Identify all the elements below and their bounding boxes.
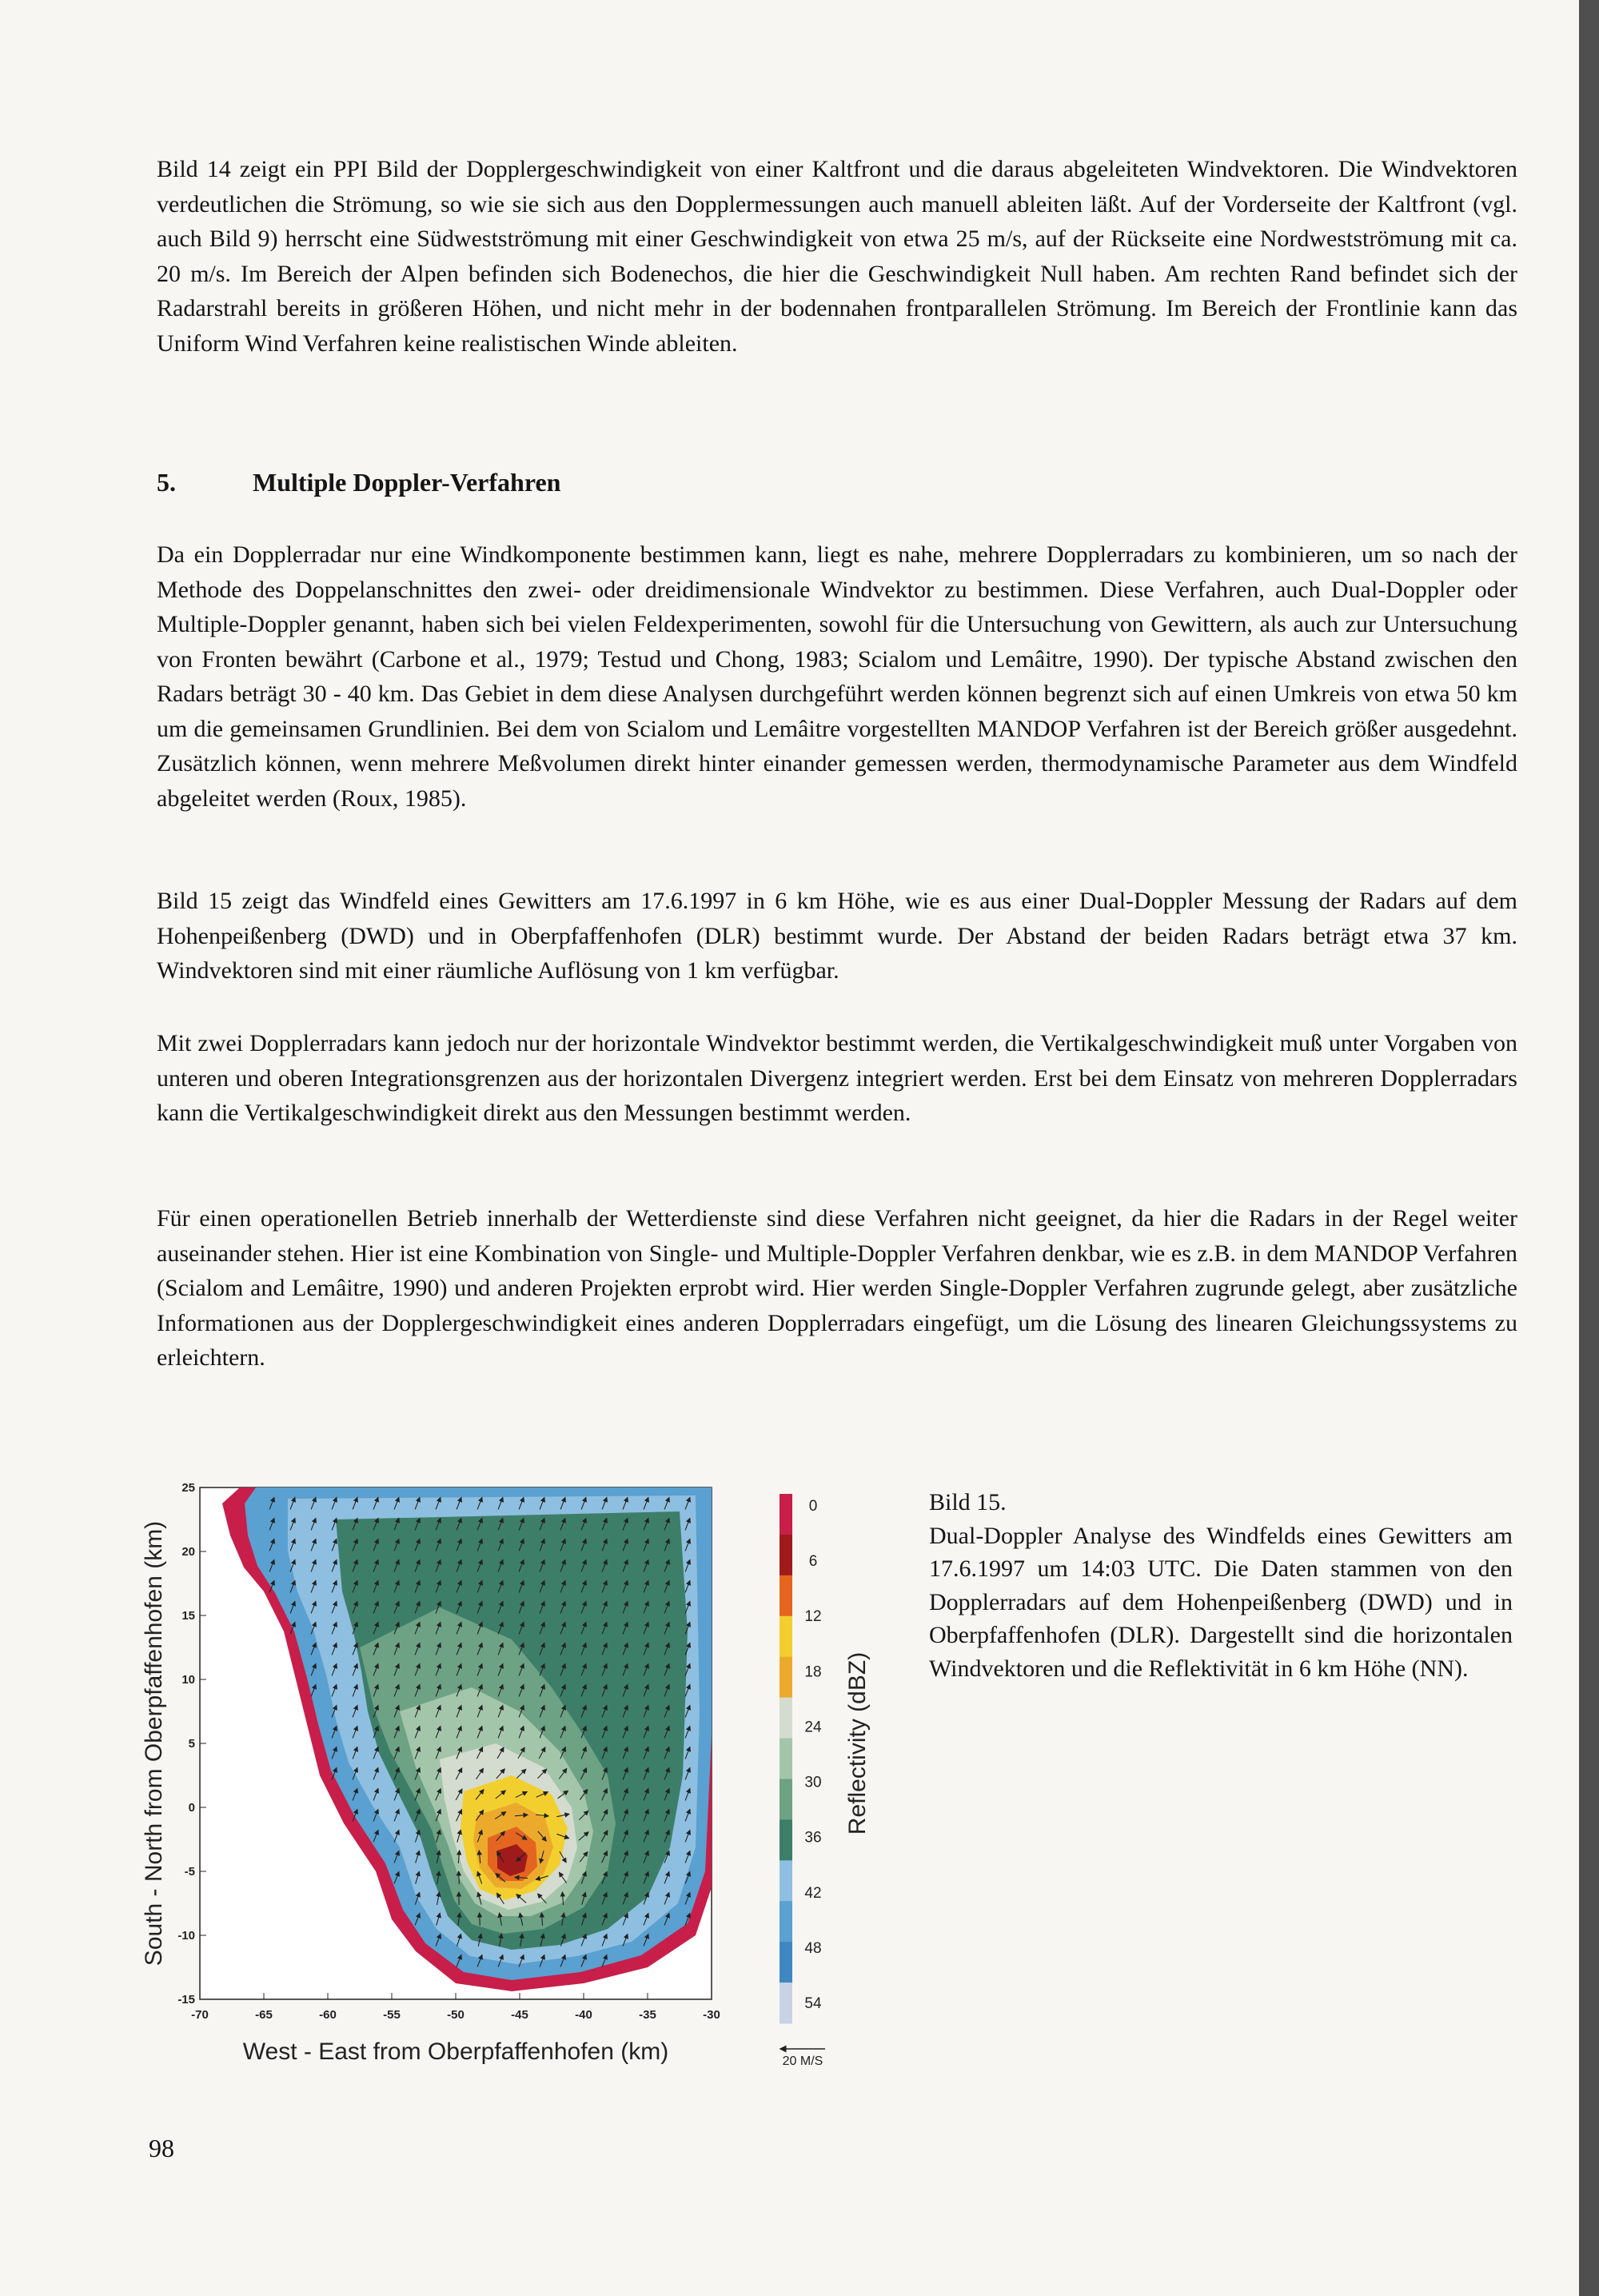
- paragraph-vertical-velocity: Mit zwei Dopplerradars kann jedoch nur der horizontale Windvektor bestimmt werden, die Vertikalgeschwindigkeit muß unter Vorgaben von unteren und oberen Integrationsgrenzen aus der horizontalen Divergenz integriert werden. Erst bei dem Einsatz von mehreren Dopplerradars kann die Vertikalgeschwindigkeit direkt aus den Messungen bestimmt werden.: [157, 1030, 1517, 1126]
- colorbar-segment: [780, 1942, 792, 1983]
- paragraph-multiple-doppler: Da ein Dopplerradar nur eine Windkomponente bestimmen kann, liegt es nahe, mehrere Dopplerradars zu kombinieren, um so nach der Methode des Doppelanschnittes den zwei- oder dreidimensionale Windvektor zu bestimmen. Diese Verfahren, auch Dual-Doppler oder Multiple-Doppler genannt, haben sich bei vielen Feldexperimenten, sowohl für die Untersuchung von Gewittern, als auch zur Untersuchung von Fronten bewährt (Carbone et al., 1979; Testud und Chong, 1983; Scialom und Lemâitre, 1990). Der typische Abstand zwischen den Radars beträgt 30 - 40 km. Das Gebiet in dem diese Analysen durchgeführt werden können begrenzt sich auf einen Umkreis von etwa 50 km um die gemeinsamen Grundlinien. Bei dem von Scialom und Lemâitre vorgestellten MANDOP Verfahren ist der Bereich größer ausgedehnt. Zusätzlich können, wenn mehrere Meßvolumen direkt hinter einander gemessen werden, thermodynamische Parameter aus dem Windfeld abgeleitet werden (Roux, 1985).: [157, 541, 1517, 812]
- y-tick-label: -5: [184, 1865, 195, 1879]
- y-tick-label: -15: [177, 1993, 195, 2007]
- figure-caption: [929, 1486, 1513, 1685]
- colorbar-tick-label: 48: [804, 1939, 822, 1957]
- colorbar-segment: [780, 1739, 792, 1779]
- caption-text: Dual-Doppler Analyse des Windfelds eines Gewitters am 17.6.1997 um 14:03 UTC. Die Daten stammen von den Dopplerradars auf dem Hohenpeißenberg (DWD) und in Oberpfaffenhofen (DLR). Dargestellt sind die horizontalen Windvektoren und die Reflektivität in 6 km Höhe (NN).: [929, 1522, 1513, 1682]
- section-title: Multiple Doppler-Verfahren: [253, 468, 561, 497]
- colorbar-segment: [780, 1616, 792, 1657]
- colorbar-tick-label: 18: [804, 1663, 822, 1681]
- colorbar-segment: [780, 1657, 792, 1698]
- colorbar-segment: [780, 1983, 792, 2023]
- y-tick-label: -10: [177, 1929, 195, 1943]
- paragraph-bild15: Bild 15 zeigt das Windfeld eines Gewitters am 17.6.1997 in 6 km Höhe, wie es aus einer Dual-Doppler Messung der Radars auf dem Hohenpeißenberg (DWD) und in Oberpfaffenhofen (DLR) bestimmt wurde. Der Abstand der beiden Radars beträgt etwa 37 km. Windvektoren sind mit einer räumliche Auflösung von 1 km verfügbar.: [157, 888, 1517, 984]
- colorbar-segment: [780, 1698, 792, 1739]
- colorbar-tick-label: 6: [808, 1553, 818, 1571]
- y-tick-label: 5: [188, 1737, 195, 1751]
- caption-label: Bild 15.: [929, 1489, 1007, 1515]
- colorbar: [780, 1494, 822, 2024]
- y-tick-label: 10: [181, 1673, 195, 1687]
- paragraph-operational: Für einen operationellen Betrieb innerhalb der Wetterdienste sind diese Verfahren nicht geeignet, da hier die Radars in der Regel weiter auseinander stehen. Hier ist eine Kombination von Single- und Multiple-Doppler Verfahren denkbar, wie es z.B. in dem MANDOP Verfahren (Scialom and Lemâitre, 1990) und anderen Projekten erprobt wird. Hier werden Single-Doppler Verfahren zugrunde gelegt, aber zusätzliche Informationen aus der Dopplergeschwindigkeit eines anderen Dopplerradars eingefügt, um die Lösung des linearen Gleichungssystems zu erleichtern.: [157, 1205, 1517, 1371]
- colorbar-tick-label: 36: [804, 1829, 822, 1847]
- paragraph-bild14: Bild 14 zeigt ein PPI Bild der Dopplergeschwindigkeit von einer Kaltfront und die daraus abgeleiteten Windvektoren. Die Windvektoren verdeutlichen die Strömung, so wie sie sich aus den Dopplermessungen auch manuell ableiten läßt. Auf der Vorderseite der Kaltfront (vgl. auch Bild 9) herrscht eine Südwestströmung mit einer Geschwindigkeit von etwa 25 m/s, auf der Rückseite eine Nordwestströmung mit ca. 20 m/s. Im Bereich der Alpen befinden sich Bodenechos, die hier die Geschwindigkeit Null haben. Am rechten Rand befindet sich der Radarstrahl bereits in größeren Höhen, und nicht mehr in der bodennahen frontparallelen Strömung. Im Bereich der Frontlinie kann das Uniform Wind Verfahren keine realistischen Winde ableiten.: [157, 156, 1517, 357]
- colorbar-tick-label: 0: [808, 1498, 818, 1515]
- vector-scale-label: 20 M/S: [782, 2054, 823, 2068]
- x-tick-label: -50: [447, 2008, 465, 2022]
- colorbar-segment: [780, 1819, 792, 1860]
- colorbar-segment: [780, 1860, 792, 1901]
- colorbar-segment: [780, 1535, 792, 1575]
- colorbar-segment: [780, 1901, 792, 1942]
- y-tick-label: 20: [181, 1545, 195, 1559]
- x-axis-label: West - East from Oberpfaffenhofen (km): [242, 2038, 669, 2065]
- colorbar-tick-label: 42: [804, 1884, 822, 1902]
- x-tick-label: -45: [511, 2008, 528, 2022]
- y-tick-label: 0: [188, 1801, 195, 1815]
- colorbar-tick-label: 30: [804, 1774, 822, 1791]
- y-tick-label: 25: [181, 1481, 195, 1495]
- colorbar-segment: [780, 1494, 792, 1535]
- colorbar-tick-label: 54: [804, 1995, 822, 2012]
- colorbar-segment: [780, 1779, 792, 1819]
- x-tick-label: -65: [255, 2008, 273, 2022]
- wind-vector: [459, 1871, 460, 1884]
- x-tick-label: -30: [703, 2008, 720, 2022]
- colorbar-label: Reflectivity (dBZ): [844, 1651, 871, 1835]
- dual-doppler-figure: [136, 1471, 887, 2127]
- scan-edge: [1579, 0, 1599, 2296]
- y-axis-label: South - North from Oberpfaffenhofen (km): [141, 1520, 167, 1967]
- section-heading: [157, 468, 1517, 497]
- x-tick-label: -70: [191, 2008, 209, 2022]
- colorbar-segment: [780, 1575, 792, 1616]
- x-tick-label: -55: [383, 2008, 401, 2022]
- x-tick-label: -60: [319, 2008, 337, 2022]
- x-tick-label: -40: [575, 2008, 592, 2022]
- y-tick-label: 15: [181, 1609, 195, 1623]
- colorbar-tick-label: 24: [804, 1719, 822, 1736]
- page-number: 98: [149, 2134, 174, 2162]
- section-number: 5.: [157, 468, 176, 497]
- x-tick-label: -35: [639, 2008, 656, 2022]
- colorbar-tick-label: 12: [804, 1608, 822, 1626]
